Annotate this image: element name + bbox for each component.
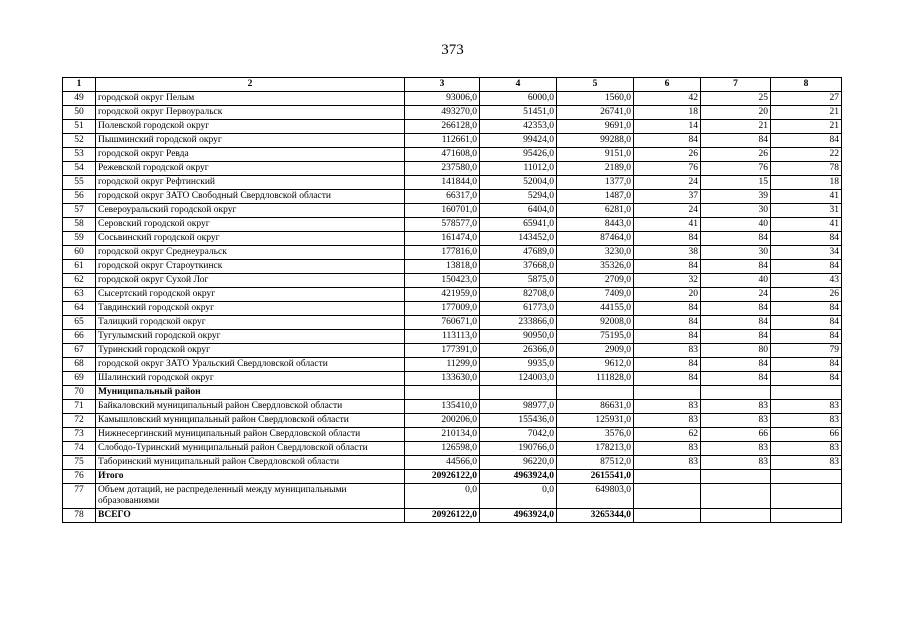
table-row [63,442,842,456]
value-col-8: 21 [771,120,842,134]
value-col-7: 84 [701,358,771,372]
row-number: 65 [63,316,96,330]
value-col-4: 52004,0 [480,176,557,190]
value-col-3: 421959,0 [405,288,480,302]
value-col-4: 37668,0 [480,260,557,274]
value-col-8: 83 [771,456,842,470]
municipality-name: Шалинский городской округ [96,372,405,386]
value-col-7: 83 [701,414,771,428]
value-col-4: 95426,0 [480,148,557,162]
value-col-6: 41 [634,218,701,232]
value-col-6 [634,484,701,509]
value-col-3: 133630,0 [405,372,480,386]
value-col-3: 150423,0 [405,274,480,288]
municipality-name: ВСЕГО [96,509,405,523]
municipality-name: Талицкий городской округ [96,316,405,330]
value-col-5: 3230,0 [557,246,634,260]
municipality-name: Объем дотаций, не распределенный между муниципальными образованиями [96,484,405,509]
value-col-7: 15 [701,176,771,190]
value-col-4: 42353,0 [480,120,557,134]
value-col-8: 83 [771,442,842,456]
value-col-7 [701,484,771,509]
row-number: 53 [63,148,96,162]
value-col-4: 233866,0 [480,316,557,330]
row-number: 57 [63,204,96,218]
table-row [63,120,842,134]
row-number: 64 [63,302,96,316]
value-col-4: 9935,0 [480,358,557,372]
value-col-5: 649803,0 [557,484,634,509]
table-row [63,274,842,288]
municipality-name: Полевской городской округ [96,120,405,134]
municipality-name: Сысертский городской округ [96,288,405,302]
value-col-3: 160701,0 [405,204,480,218]
value-col-8: 26 [771,288,842,302]
value-col-7: 80 [701,344,771,358]
value-col-7: 84 [701,302,771,316]
value-col-8: 27 [771,92,842,106]
row-number: 61 [63,260,96,274]
table-row [63,470,842,484]
value-col-5: 86631,0 [557,400,634,414]
municipality-name: Таборинский муниципальный район Свердловской области [96,456,405,470]
table-row [63,232,842,246]
header-col-5: 5 [557,78,634,92]
value-col-3: 578577,0 [405,218,480,232]
value-col-8: 34 [771,246,842,260]
value-col-3: 266128,0 [405,120,480,134]
municipality-name: городской округ ЗАТО Уральский Свердловской области [96,358,405,372]
header-col-1: 1 [63,78,96,92]
value-col-4: 5294,0 [480,190,557,204]
value-col-4: 7042,0 [480,428,557,442]
value-col-4: 143452,0 [480,232,557,246]
value-col-3: 210134,0 [405,428,480,442]
value-col-4: 65941,0 [480,218,557,232]
value-col-8: 84 [771,330,842,344]
value-col-6 [634,470,701,484]
value-col-7: 84 [701,316,771,330]
value-col-5: 1487,0 [557,190,634,204]
table-row [63,288,842,302]
value-col-4: 124003,0 [480,372,557,386]
value-col-4: 5875,0 [480,274,557,288]
value-col-5 [557,386,634,400]
row-number: 74 [63,442,96,456]
row-number: 60 [63,246,96,260]
value-col-8 [771,484,842,509]
value-col-7: 25 [701,92,771,106]
value-col-7: 26 [701,148,771,162]
municipality-name: Муниципальный район [96,386,405,400]
value-col-8: 78 [771,162,842,176]
value-col-4: 190766,0 [480,442,557,456]
table-row [63,386,842,400]
value-col-6: 32 [634,274,701,288]
value-col-4 [480,386,557,400]
header-col-7: 7 [701,78,771,92]
value-col-7 [701,509,771,523]
row-number: 52 [63,134,96,148]
value-col-7: 83 [701,400,771,414]
value-col-7: 83 [701,456,771,470]
municipality-name: Серовский городской округ [96,218,405,232]
table-row [63,148,842,162]
table-body [63,92,842,523]
value-col-6: 84 [634,358,701,372]
value-col-7: 30 [701,204,771,218]
municipality-name: Режевской городской округ [96,162,405,176]
municipality-name: Байкаловский муниципальный район Свердловской области [96,400,405,414]
value-col-5: 1377,0 [557,176,634,190]
subsidy-table [62,77,842,523]
value-col-4: 82708,0 [480,288,557,302]
value-col-8: 84 [771,232,842,246]
value-col-6: 76 [634,162,701,176]
value-col-3: 161474,0 [405,232,480,246]
row-number: 73 [63,428,96,442]
header-col-3: 3 [405,78,480,92]
value-col-8: 18 [771,176,842,190]
value-col-3: 112661,0 [405,134,480,148]
header-col-8: 8 [771,78,842,92]
value-col-6: 84 [634,302,701,316]
value-col-6: 24 [634,204,701,218]
value-col-5: 9691,0 [557,120,634,134]
value-col-8: 83 [771,400,842,414]
value-col-6: 84 [634,232,701,246]
value-col-4: 4963924,0 [480,470,557,484]
value-col-3: 44566,0 [405,456,480,470]
value-col-3: 0,0 [405,484,480,509]
municipality-name: Тавдинский городской округ [96,302,405,316]
table-row [63,400,842,414]
municipality-name: Тугулымский городской округ [96,330,405,344]
value-col-6: 42 [634,92,701,106]
value-col-6: 14 [634,120,701,134]
value-col-3: 493270,0 [405,106,480,120]
value-col-4: 6404,0 [480,204,557,218]
municipality-name: городской округ ЗАТО Свободный Свердловской области [96,190,405,204]
value-col-8 [771,509,842,523]
value-col-5: 3576,0 [557,428,634,442]
value-col-3: 135410,0 [405,400,480,414]
value-col-4: 4963924,0 [480,509,557,523]
value-col-6: 26 [634,148,701,162]
value-col-5: 6281,0 [557,204,634,218]
row-number: 71 [63,400,96,414]
value-col-8: 84 [771,260,842,274]
value-col-7: 30 [701,246,771,260]
value-col-6: 83 [634,456,701,470]
value-col-8: 41 [771,190,842,204]
header-col-2: 2 [96,78,405,92]
value-col-8: 66 [771,428,842,442]
value-col-5: 178213,0 [557,442,634,456]
municipality-name: Туринский городской округ [96,344,405,358]
row-number: 59 [63,232,96,246]
row-number: 78 [63,509,96,523]
value-col-5: 9612,0 [557,358,634,372]
value-col-7: 21 [701,120,771,134]
header-row [63,78,842,92]
value-col-6: 37 [634,190,701,204]
table-row [63,162,842,176]
table-row [63,484,842,509]
value-col-4: 96220,0 [480,456,557,470]
table-row [63,414,842,428]
table-row [63,246,842,260]
row-number: 75 [63,456,96,470]
value-col-8: 22 [771,148,842,162]
value-col-7: 66 [701,428,771,442]
value-col-5: 125931,0 [557,414,634,428]
value-col-7: 84 [701,134,771,148]
table-row [63,316,842,330]
value-col-5: 87464,0 [557,232,634,246]
value-col-8: 83 [771,414,842,428]
row-number: 51 [63,120,96,134]
value-col-6: 83 [634,400,701,414]
value-col-6: 84 [634,260,701,274]
table-row [63,330,842,344]
table-row [63,358,842,372]
value-col-6: 20 [634,288,701,302]
value-col-3: 471608,0 [405,148,480,162]
table-row [63,509,842,523]
municipality-name: городской округ Ревда [96,148,405,162]
value-col-5: 2709,0 [557,274,634,288]
value-col-6: 83 [634,414,701,428]
row-number: 76 [63,470,96,484]
value-col-7 [701,470,771,484]
value-col-7 [701,386,771,400]
table-row [63,190,842,204]
value-col-6: 18 [634,106,701,120]
value-col-7: 40 [701,218,771,232]
value-col-8: 31 [771,204,842,218]
row-number: 54 [63,162,96,176]
value-col-8: 84 [771,134,842,148]
value-col-5: 3265344,0 [557,509,634,523]
value-col-4: 47689,0 [480,246,557,260]
value-col-8: 41 [771,218,842,232]
value-col-6: 83 [634,442,701,456]
value-col-3: 66317,0 [405,190,480,204]
table-row [63,456,842,470]
table-row [63,106,842,120]
value-col-7: 76 [701,162,771,176]
value-col-5: 8443,0 [557,218,634,232]
row-number: 63 [63,288,96,302]
value-col-4: 61773,0 [480,302,557,316]
table-row [63,134,842,148]
value-col-3: 177009,0 [405,302,480,316]
value-col-7: 39 [701,190,771,204]
row-number: 77 [63,484,96,509]
value-col-8: 43 [771,274,842,288]
value-col-7: 40 [701,274,771,288]
value-col-5: 1560,0 [557,92,634,106]
municipality-name: Пышминский городской округ [96,134,405,148]
table-row [63,344,842,358]
municipality-name: городской округ Сухой Лог [96,274,405,288]
row-number: 62 [63,274,96,288]
row-number: 55 [63,176,96,190]
table-row [63,302,842,316]
row-number: 66 [63,330,96,344]
value-col-4: 98977,0 [480,400,557,414]
header-col-6: 6 [634,78,701,92]
value-col-5: 2909,0 [557,344,634,358]
value-col-6: 24 [634,176,701,190]
value-col-3: 177391,0 [405,344,480,358]
value-col-5: 99288,0 [557,134,634,148]
value-col-5: 2615541,0 [557,470,634,484]
value-col-4: 6000,0 [480,92,557,106]
value-col-5: 75195,0 [557,330,634,344]
value-col-4: 155436,0 [480,414,557,428]
value-col-7: 83 [701,442,771,456]
municipality-name: Итого [96,470,405,484]
value-col-4: 11012,0 [480,162,557,176]
value-col-6: 84 [634,372,701,386]
row-number: 50 [63,106,96,120]
row-number: 70 [63,386,96,400]
row-number: 58 [63,218,96,232]
value-col-8: 84 [771,358,842,372]
municipality-name: Слободо-Туринский муниципальный район Свердловской области [96,442,405,456]
header-col-4: 4 [480,78,557,92]
municipality-name: городской округ Староуткинск [96,260,405,274]
value-col-6 [634,509,701,523]
value-col-5: 111828,0 [557,372,634,386]
row-number: 49 [63,92,96,106]
row-number: 68 [63,358,96,372]
value-col-7: 84 [701,330,771,344]
value-col-4: 51451,0 [480,106,557,120]
value-col-3: 20926122,0 [405,470,480,484]
value-col-8 [771,470,842,484]
municipality-name: городской округ Пелым [96,92,405,106]
table-row [63,176,842,190]
municipality-name: Сосьвинский городской округ [96,232,405,246]
municipality-name: Камышловский муниципальный район Свердловской области [96,414,405,428]
value-col-8 [771,386,842,400]
value-col-5: 35326,0 [557,260,634,274]
value-col-7: 20 [701,106,771,120]
value-col-5: 87512,0 [557,456,634,470]
value-col-4: 26366,0 [480,344,557,358]
value-col-3: 93006,0 [405,92,480,106]
value-col-3: 200206,0 [405,414,480,428]
municipality-name: городской округ Рефтинский [96,176,405,190]
value-col-5: 26741,0 [557,106,634,120]
table-row [63,372,842,386]
value-col-4: 99424,0 [480,134,557,148]
table-row [63,204,842,218]
value-col-3: 113113,0 [405,330,480,344]
table-row [63,260,842,274]
value-col-8: 84 [771,316,842,330]
page-number: 373 [441,42,464,58]
value-col-3: 11299,0 [405,358,480,372]
value-col-3: 13818,0 [405,260,480,274]
row-number: 72 [63,414,96,428]
value-col-3: 126598,0 [405,442,480,456]
value-col-7: 84 [701,260,771,274]
row-number: 69 [63,372,96,386]
value-col-8: 84 [771,302,842,316]
municipality-name: Нижнесергинский муниципальный район Свердловской области [96,428,405,442]
value-col-7: 24 [701,288,771,302]
value-col-5: 7409,0 [557,288,634,302]
municipality-name: городской округ Первоуральск [96,106,405,120]
municipality-name: Североуральский городской округ [96,204,405,218]
value-col-6: 84 [634,134,701,148]
table-row [63,92,842,106]
row-number: 67 [63,344,96,358]
row-number: 56 [63,190,96,204]
value-col-8: 84 [771,372,842,386]
value-col-6 [634,386,701,400]
value-col-5: 2189,0 [557,162,634,176]
value-col-6: 83 [634,344,701,358]
value-col-7: 84 [701,232,771,246]
municipality-name: городской округ Среднеуральск [96,246,405,260]
value-col-3 [405,386,480,400]
value-col-4: 0,0 [480,484,557,509]
value-col-6: 62 [634,428,701,442]
value-col-6: 84 [634,316,701,330]
value-col-3: 760671,0 [405,316,480,330]
value-col-5: 92008,0 [557,316,634,330]
value-col-6: 84 [634,330,701,344]
value-col-8: 79 [771,344,842,358]
table-row [63,218,842,232]
value-col-5: 44155,0 [557,302,634,316]
value-col-3: 177816,0 [405,246,480,260]
value-col-3: 141844,0 [405,176,480,190]
value-col-3: 237580,0 [405,162,480,176]
value-col-6: 38 [634,246,701,260]
value-col-3: 20926122,0 [405,509,480,523]
value-col-7: 84 [701,372,771,386]
table-row [63,428,842,442]
value-col-4: 90950,0 [480,330,557,344]
value-col-5: 9151,0 [557,148,634,162]
value-col-8: 21 [771,106,842,120]
